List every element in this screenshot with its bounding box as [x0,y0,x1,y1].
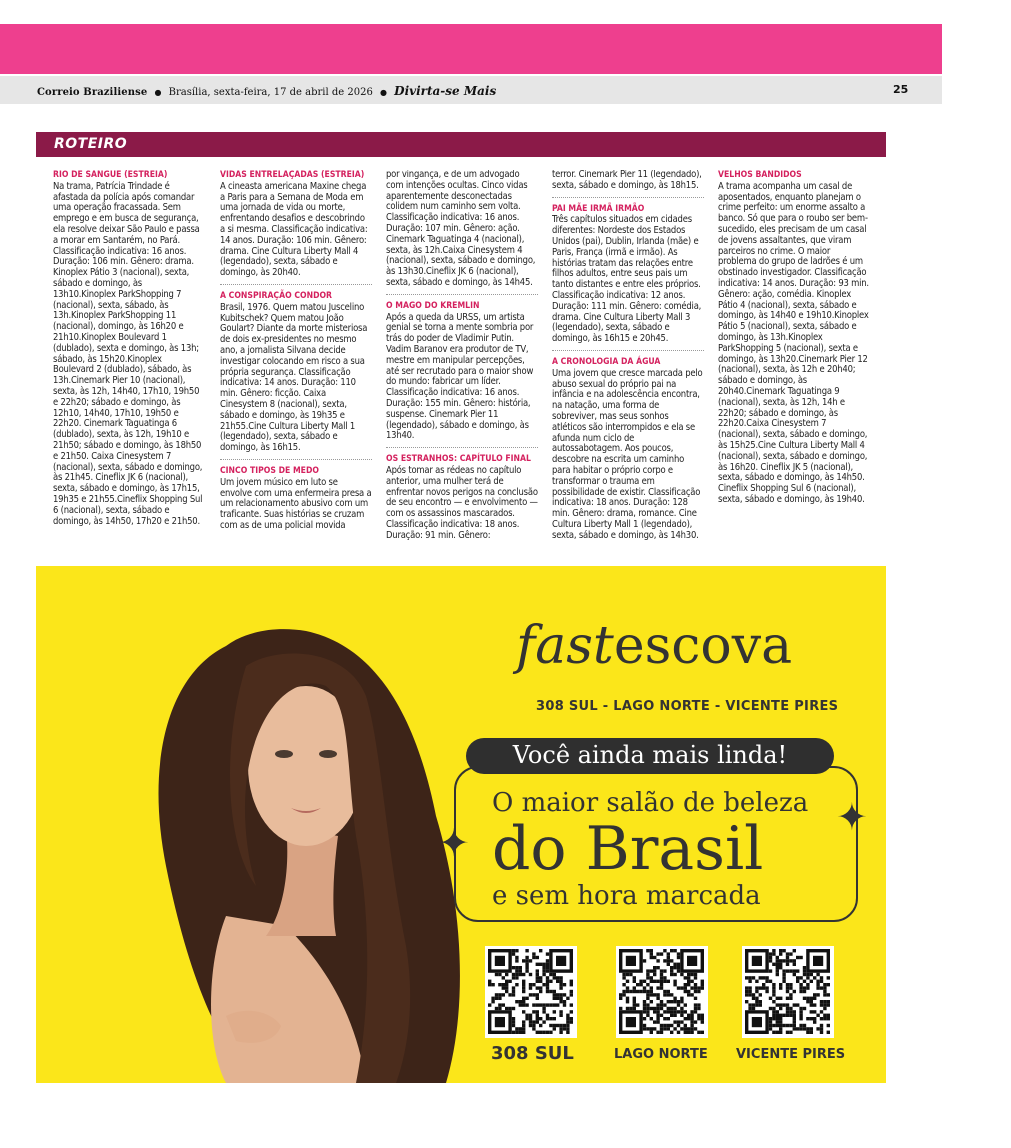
page-header [0,76,942,104]
model-photo [106,586,486,1083]
listing-title: VIDAS ENTRELAÇADAS (ESTREIA) [220,170,365,180]
bullet-icon: ● [154,88,162,97]
slogan-pill-text: Você ainda mais linda! [512,741,788,769]
listings [53,170,873,555]
listing-title: CINCO TIPOS DE MEDO [220,465,319,476]
sparkle-icon: ✦ [836,795,868,839]
sparkle-icon: ✦ [438,821,470,865]
newspaper-name: Correio Braziliense [37,87,148,98]
listing-title: RIO DE SANGUE (ESTREIA) [53,170,168,180]
brand-locations: 308 SUL - LAGO NORTE - VICENTE PIRES [536,699,839,714]
qr-label-308-sul: 308 SUL [491,1043,574,1064]
listing-title: PAI MÃE IRMÃ IRMÃO [552,203,645,214]
listing-title: OS ESTRANHOS: CAPÍTULO FINAL [386,454,531,465]
listing-body: Um jovem músico em luto se envolve com uma enfermeira presa a um relacionamento abusivo com um traficante. Suas histórias se cruzam com as de uma policial movida [220,476,372,531]
column-4 [552,170,704,555]
listing-entry [220,170,372,285]
column-3 [386,170,538,555]
listing-entry [220,466,372,537]
listing-entry [53,170,205,532]
listing-body: Brasil, 1976. Quem matou Juscelino Kubitschek? Quem matou João Goulart? Diante da morte misteriosa de dois ex-presidentes no mesmo ano, a jornalista Silvana decide investigar colocando em risco a sua própria segurança. Classificação indicativa: 14 anos. Duração: 110 min. Gênero: ficção. Caixa Cinesystem 8 (nacional), sexta, sábado e domingo, às 19h35 e 21h55.Cine Cultura Liberty Mall 1 (legendado), sexta, sábado e domingo, às 16h15. [220,301,368,454]
page-number: 25 [893,83,909,96]
bullet-icon: ● [380,88,387,97]
slogan-pill [466,738,834,774]
listing-entry [552,170,704,198]
listing-body: Uma jovem que cresce marcada pelo abuso sexual do próprio pai na infância e na adolescência encontra, na natação, uma forma de sobreviver, mas seus sonhos atléticos são interrompidos e ela se afunda num ciclo de autossabotagem. Aos poucos, descobre na escrita um caminho para habitar o próprio corpo e transformar o trauma em possibilidade de existir. Classificação indicativa: 18 anos. Duração: 128 min. Gênero: drama, romance. Cine Cultura Liberty Mall 1 (legendado), sexta, sábado e domingo, às 14h30. [552,367,703,541]
listing-entry [220,291,372,460]
listing-entry [386,170,538,295]
brand-logo: fastescova [516,616,793,676]
listing-body: terror. Cinemark Pier 11 (legendado), sexta, sábado e domingo, às 18h15. [552,170,702,191]
listing-entry [386,301,538,448]
listing-entry [552,204,704,351]
column-1 [53,170,205,555]
roteiro-bar [36,132,886,157]
listing-body: Na trama, Patrícia Trindade é afastada da polícia após comandar uma operação fracassada. Sem emprego e em busca de segurança, ela resolve deixar São Paulo e passa a morar em Santarém, no Pará. Classificação indicativa: 16 anos. Duração: 106 min. Gênero: drama. Kinoplex Pátio 3 (nacional), sexta, sábado e domingo, às 13h10.Kinoplex ParkShopping 7 (nacional), sexta, sábado, às 13h.Kinoplex ParkShopping 11 (nacional), domingo, às 16h20 e 21h10.Kinoplex Boulevard 1 (dublado), sexta e domingo, às 13h; sábado, às 15h20.Kinoplex Boulevard 2 (dublado), sábado, às 13h.Cinemark Pier 10 (nacional), sexta, às 12h, 14h40, 17h10, 19h50 e 22h20; sábado e domingo, às 12h10, 14h40, 17h10, 19h50 e 22h20. Cinemark Taguatinga 6 (dublado), sexta, às 12h, 19h10 e 21h50; sábado e domingo, às 18h50 e 21h50. Caixa Cinesystem 7 (nacional), sexta, sábado e domingo, às 21h45. Cineflix JK 6 (nacional), sexta, sábado e domingo, às 17h15, 19h35 e 21h55.Cineflix Shopping Sul 6 (nacional), sexta, sábado e domingo, às 14h50, 17h20 e 21h50. [53,180,203,527]
qr-code-lago-norte[interactable] [616,946,708,1038]
slogan-line-2: do Brasil [492,814,764,884]
qr-code-308-sul[interactable] [485,946,577,1038]
roteiro-title: ROTEIRO [54,136,128,152]
slogan-line-3: e sem hora marcada [492,881,761,911]
qr-label-lago-norte: LAGO NORTE [614,1047,708,1062]
qr-label-vicente-pires: VICENTE PIRES [736,1047,846,1062]
column-5 [718,170,870,555]
listing-body: Três capítulos situados em cidades diferentes: Nordeste dos Estados Unidos (pai), Dublin, Irlanda (mãe) e Paris, França (irmã e irmão). As histórias tratam das relações entre filhos adultos, entre seus pais um tanto distantes e entre eles próprios. Classificação indicativa: 12 anos. Duração: 111 min. Gênero: comédia, drama. Cine Cultura Liberty Mall 3 (legendado), sexta, sábado e domingo, às 16h15 e 20h45. [552,214,702,345]
listing-title: A CRONOLOGIA DA ÁGUA [552,356,661,367]
listing-entry [718,170,870,511]
listing-title: A CONSPIRAÇÃO CONDOR [220,290,333,301]
advertisement [36,566,886,1083]
top-color-band [0,24,942,74]
column-2 [220,170,372,555]
listing-entry [386,454,538,546]
listing-body: A trama acompanha um casal de aposentados, enquanto planejam o crime perfeito: um enorme assalto a banco. Só que para o roubo ser bem-sucedido, eles precisam de um casal de jovens assaltantes, que viram parceiros no crime. O maior problema do grupo de ladrões é um obstinado investigador. Classificação indicativa: 14 anos. Duração: 93 min. Gênero: ação, comédia. Kinoplex Pátio 4 (nacional), sexta, sábado e domingo, às 14h40 e 19h10.Kinoplex Pátio 5 (nacional), sexta, sábado e domingo, às 13h.Kinoplex ParkShopping 5 (nacional), sexta e domingo, às 13h20.Cinemark Pier 12 (nacional), sexta, às 12h e 20h40; sábado e domingo, às 20h40.Cinemark Taguatinga 9 (nacional), sexta, às 12h, 14h e 22h20; sábado e domingo, às 22h20.Caixa Cinesystem 7 (nacional), sexta, sábado e domingo, às 15h25.Cine Cultura Liberty Mall 4 (nacional), sexta, sábado e domingo, às 16h20. Cineflix JK 5 (nacional), sexta, sábado e domingo, às 14h50. Cineflix Shopping Sul 6 (nacional), sexta, sábado e domingo, às 19h40. [718,180,869,505]
listing-entry [552,357,704,547]
listing-body: por vingança, e de um advogado com intenções ocultas. Cinco vidas aparentemente desconectadas colidem num caminho sem volta. Classificação indicativa: 16 anos. Duração: 107 min. Gênero: ação. Cinemark Taguatinga 4 (nacional), sexta, às 12h.Caixa Cinesystem 4 (nacional), sexta, sábado e domingo, às 13h30.Cineflix JK 6 (nacional), sexta, sábado e domingo, às 14h45. [386,170,536,288]
section-name: Divirta-se Mais [394,84,497,98]
listing-body: Após tomar as rédeas no capítulo anterior, uma mulher terá de enfrentar novos perigos na conclusão de seu encontro — e envolvimento — com os assassinos mascarados. Classificação indicativa: 18 anos. Duração: 91 min. Gênero: [386,464,538,541]
slogan-line-1: O maior salão de beleza [492,788,809,818]
listing-title: O MAGO DO KREMLIN [386,300,480,311]
listing-body: A cineasta americana Maxine chega a Paris para a Semana de Moda em uma jornada de vida ou morte, enfrentando desafios e descobrindo a si mesma. Classificação indicativa: 14 anos. Duração: 106 min. Gênero: drama. Cine Cultura Liberty Mall 4 (legendado), sexta, sábado e domingo, às 20h40. [220,180,368,279]
qr-code-vicente-pires[interactable] [742,946,834,1038]
listing-body: Após a queda da URSS, um artista genial se torna a mente sombria por trás do poder de Vladimir Putin. Vadim Baranov era produtor de TV, mestre em manipular percepções, até ser recrutado para o maior show do mundo: fabricar um líder. Classificação indicativa: 16 anos. Duração: 155 min. Gênero: história, suspense. Cinemark Pier 11 (legendado), sábado e domingo, às 13h40. [386,311,534,442]
listing-title: VELHOS BANDIDOS [718,170,802,180]
place-date: Brasília, sexta-feira, 17 de abril de 2026 [168,87,373,98]
